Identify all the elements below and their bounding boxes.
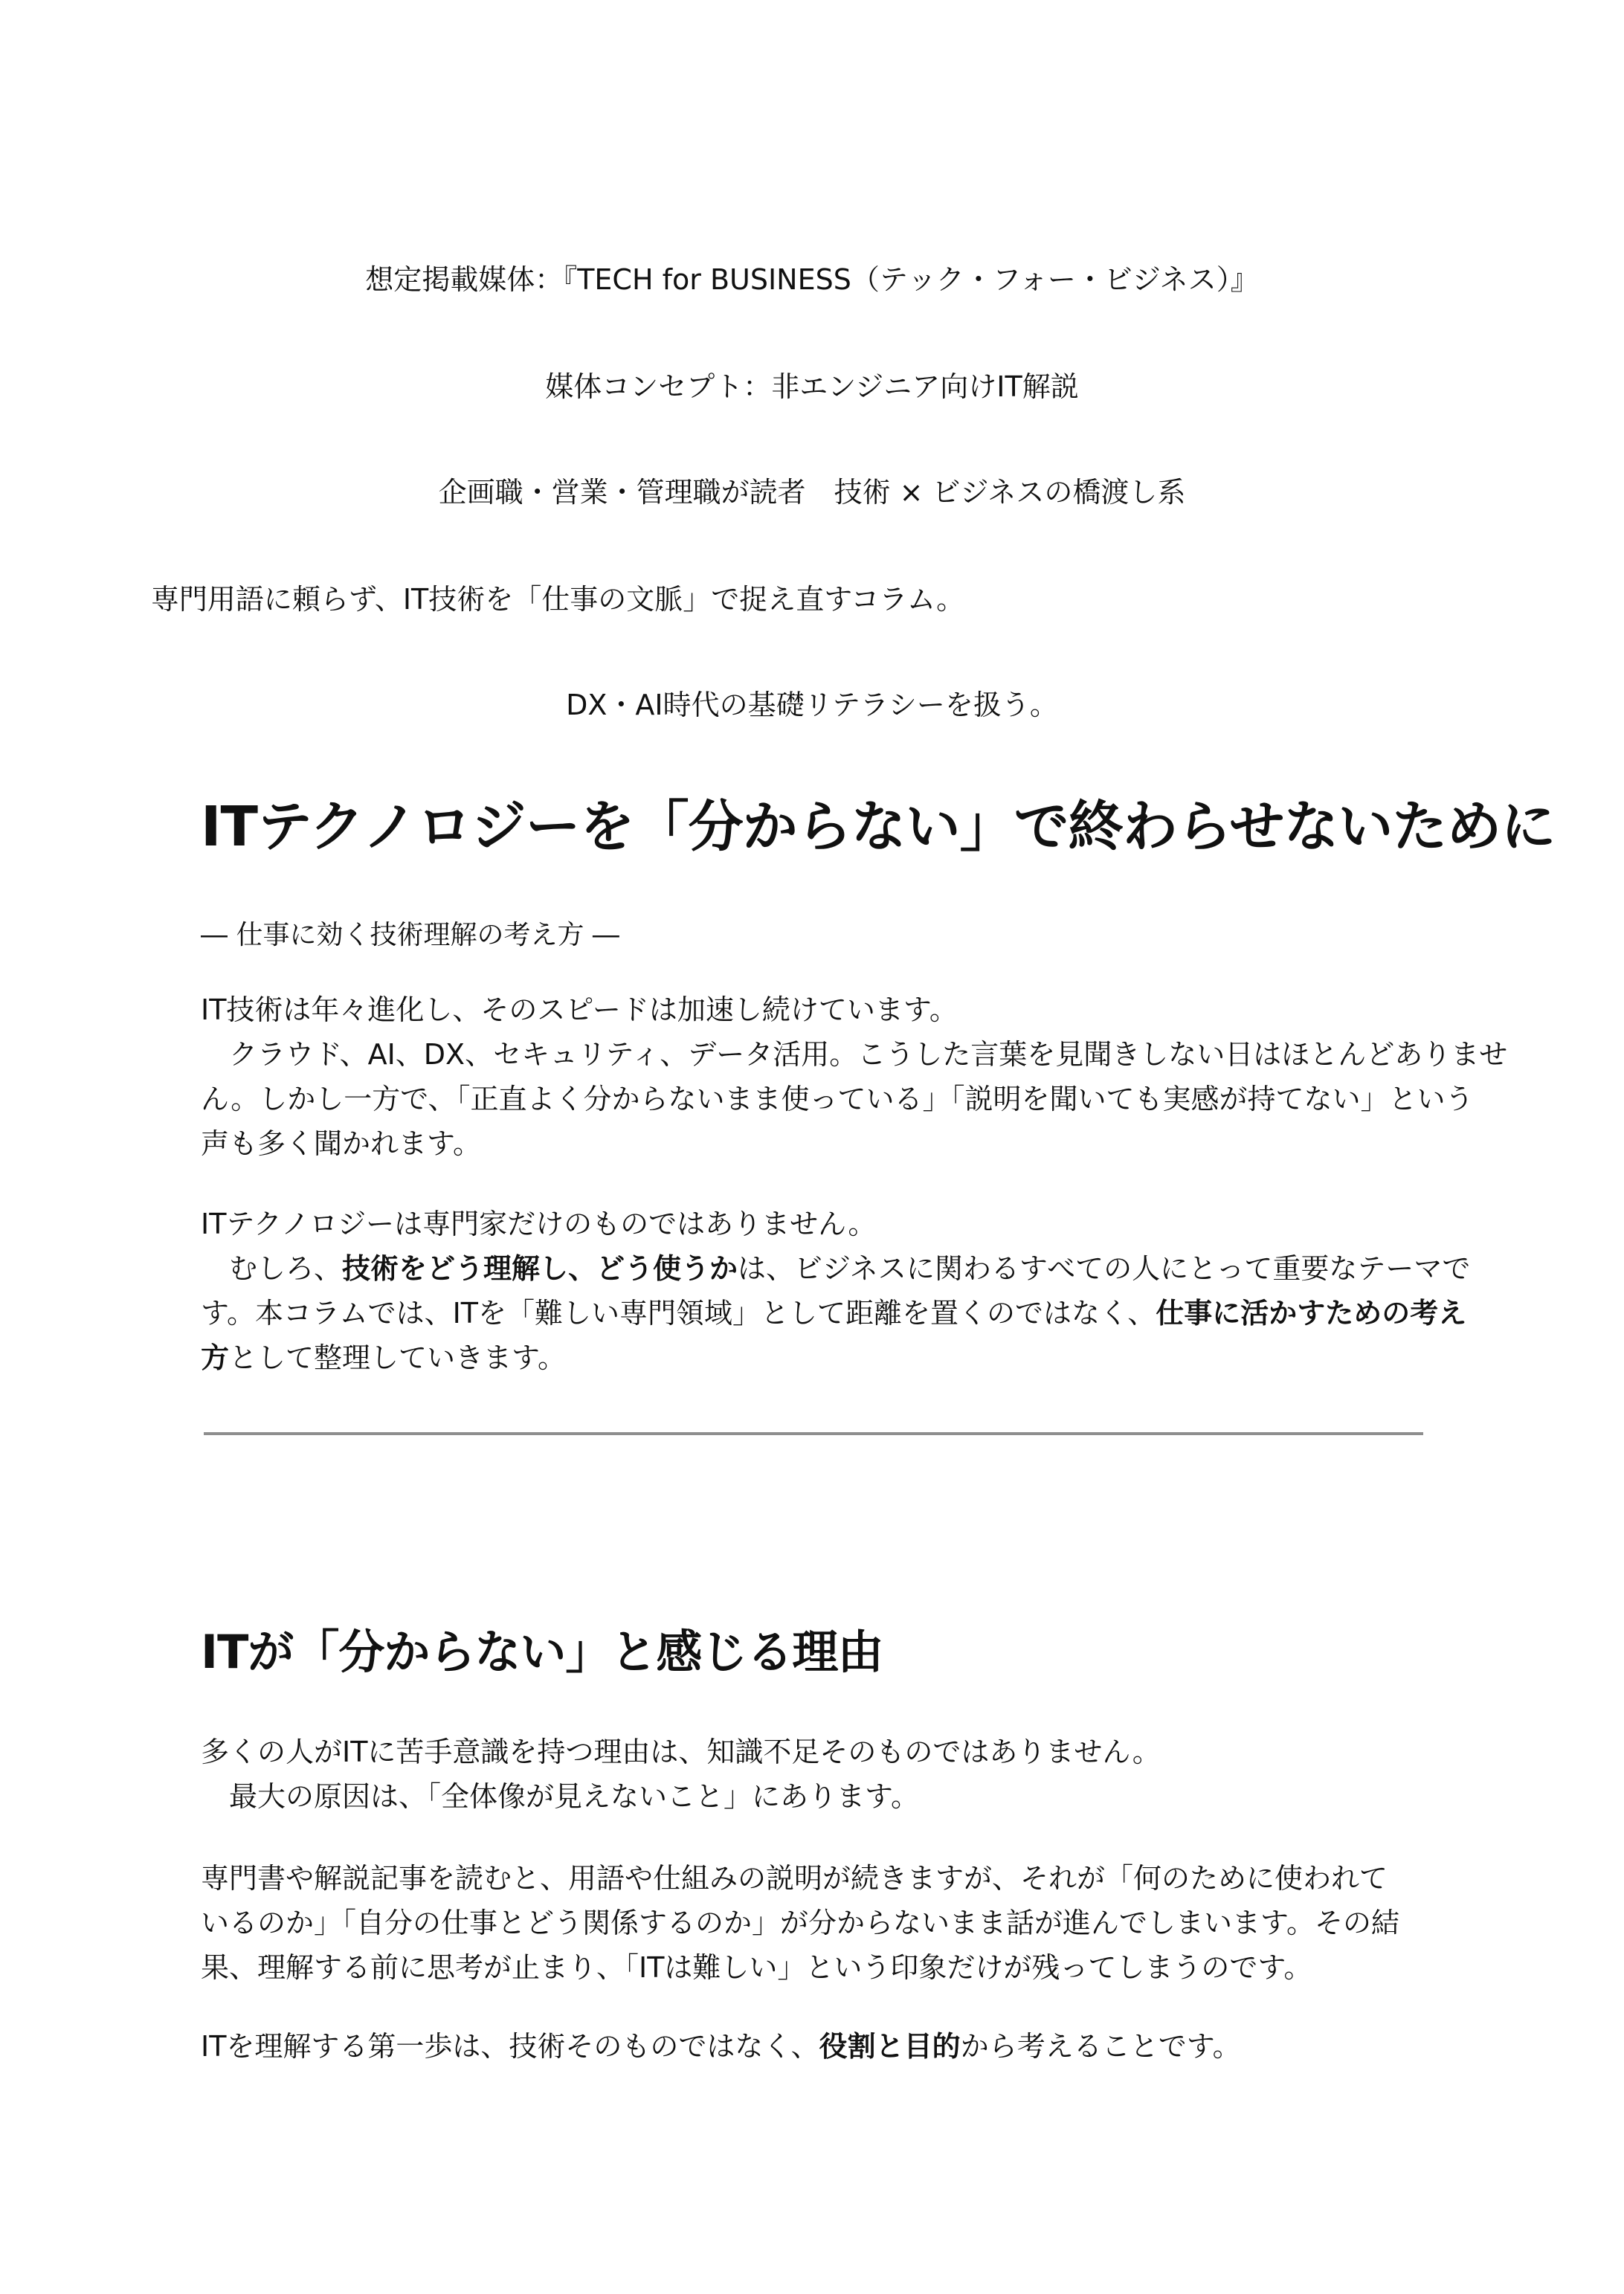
bold-emphasis: 仕事に活かすための考え [1156, 1297, 1467, 1330]
text-run: ITを理解する第一歩は、技術そのものではなく、 [201, 2030, 819, 2063]
article-title: ITテクノロジーを「分からない」で終わらせないために [201, 795, 1556, 859]
text-run: から考えることです。 [960, 2030, 1241, 2063]
text-run: むしろ、 [201, 1252, 343, 1285]
text-run: として整理していきます。 [229, 1341, 566, 1374]
section-title: ITが「分からない」と感じる理由 [201, 1625, 883, 1679]
paragraph-line [201, 1291, 1467, 1336]
media-line: 想定掲載媒体：『TECH for BUSINESS（テック・フォー・ビジネス）』 [365, 263, 1259, 296]
section-divider [204, 1432, 1423, 1435]
paragraph-line [201, 2024, 1428, 2069]
literacy-line: DX・AI時代の基礎リテラシーを扱う。 [566, 689, 1058, 721]
concept-line: 媒体コンセプト：非エンジニア向けIT解説 [545, 370, 1079, 403]
paragraph-line: クラウド、AI、DX、セキュリティ、データ活用。こうした言葉を見聞きしない日はほとんどありませ [201, 1038, 1508, 1071]
paragraph-line: ITテクノロジーは専門家だけのものではありません。 [201, 1208, 877, 1240]
paragraph-line [201, 1336, 1428, 1380]
paragraph-line [201, 1246, 1471, 1291]
readers-line: 企画職・営業・管理職が読者 技術 × ビジネスの橋渡し系 [438, 476, 1186, 509]
paragraph-line: 果、理解する前に思考が止まり、「ITは難しい」という印象だけが残ってしまうのです。 [201, 1951, 1312, 1984]
intro-paragraph [201, 987, 1508, 1166]
paragraph-line: 声も多く聞かれます。 [201, 1127, 481, 1160]
explanation-paragraph [201, 1856, 1428, 1990]
description-line: 専門用語に頼らず、IT技術を「仕事の文脈」で捉え直すコラム。 [150, 583, 965, 616]
text-run: す。本コラムでは、ITを「難しい専門領域」として距離を置くのではなく、 [201, 1297, 1156, 1330]
paragraph-line: いるのか」「自分の仕事とどう関係するのか」が分からないまま話が進んでしまいます。その結 [201, 1907, 1399, 1939]
paragraph-line: 多くの人がITに苦手意識を持つ理由は、知識不足そのものではありません。 [201, 1736, 1161, 1768]
text-run: は、ビジネスに関わるすべての人にとって重要なテーマで [738, 1252, 1471, 1285]
paragraph-line: ん。しかし一方で、「正直よく分からないまま使っている」「説明を聞いても実感が持てない」という [201, 1083, 1474, 1115]
paragraph-line: 専門書や解説記事を読むと、用語や仕組みの説明が続きますが、それが「何のために使われて [201, 1862, 1388, 1895]
bold-emphasis: 役割と目的 [819, 2030, 961, 2063]
reason-paragraph [201, 1730, 1428, 1819]
article-subtitle: ― 仕事に効く技術理解の考え方 ― [201, 920, 619, 950]
purpose-paragraph [201, 1202, 1471, 1380]
paragraph-line: IT技術は年々進化し、そのスピードは加速し続けています。 [201, 993, 958, 1026]
bold-emphasis: 技術をどう理解し、どう使うか [342, 1252, 738, 1285]
paragraph-line: 最大の原因は、「全体像が見えないこと」にあります。 [201, 1780, 919, 1813]
first-step-paragraph [201, 2024, 1428, 2069]
bold-emphasis: 方 [201, 1341, 230, 1374]
